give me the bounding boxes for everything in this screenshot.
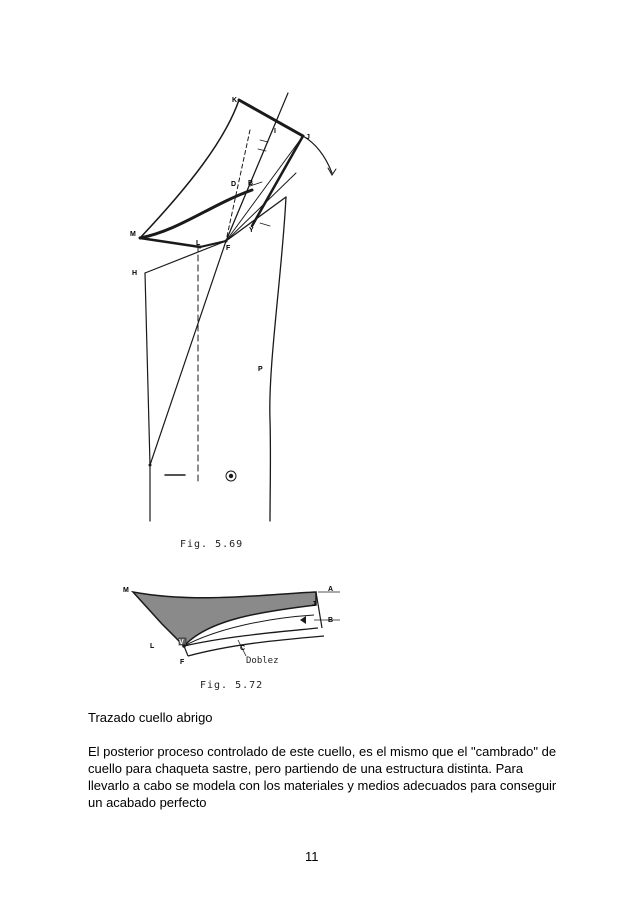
label-i: I — [274, 128, 276, 135]
figure2-caption: Fig. 5.72 — [200, 680, 264, 691]
section-heading: Trazado cuello abrigo — [88, 710, 213, 725]
collar-piece-diagram — [118, 580, 358, 695]
label-a: A — [328, 586, 334, 593]
label-k: K — [232, 97, 238, 104]
label-doblez: Doblez — [246, 656, 279, 666]
label-b: B — [328, 617, 334, 624]
label-f: F — [226, 245, 231, 252]
label-h: H — [132, 270, 138, 277]
label-p: P — [258, 366, 263, 373]
figure-collar-draft — [110, 85, 370, 555]
label-f: F — [180, 659, 185, 666]
figure-collar-piece — [118, 580, 358, 695]
label-v: V — [179, 639, 184, 646]
label-l: L — [150, 643, 155, 650]
collar-draft-diagram — [110, 85, 370, 555]
label-y: Y — [249, 227, 254, 234]
label-c: C — [240, 645, 246, 652]
label-m: M — [130, 231, 136, 238]
page-number: 11 — [305, 849, 319, 864]
label-m: M — [123, 587, 129, 594]
body-paragraph: El posterior proceso controlado de este cuello, es el mismo que el "cambrado" de cuello para chaqueta sastre, pero partiendo de una estructura distinta. Para llevarlo a cabo se modela con los materiales y medios adecuados para conseguir un acabado perfecto — [88, 744, 557, 810]
label-j: J — [312, 601, 316, 608]
label-d: D — [231, 181, 237, 188]
label-b: B — [248, 180, 254, 187]
figure1-caption: Fig. 5.69 — [180, 539, 244, 550]
label-l: L — [196, 240, 201, 247]
label-j: J — [306, 134, 310, 141]
